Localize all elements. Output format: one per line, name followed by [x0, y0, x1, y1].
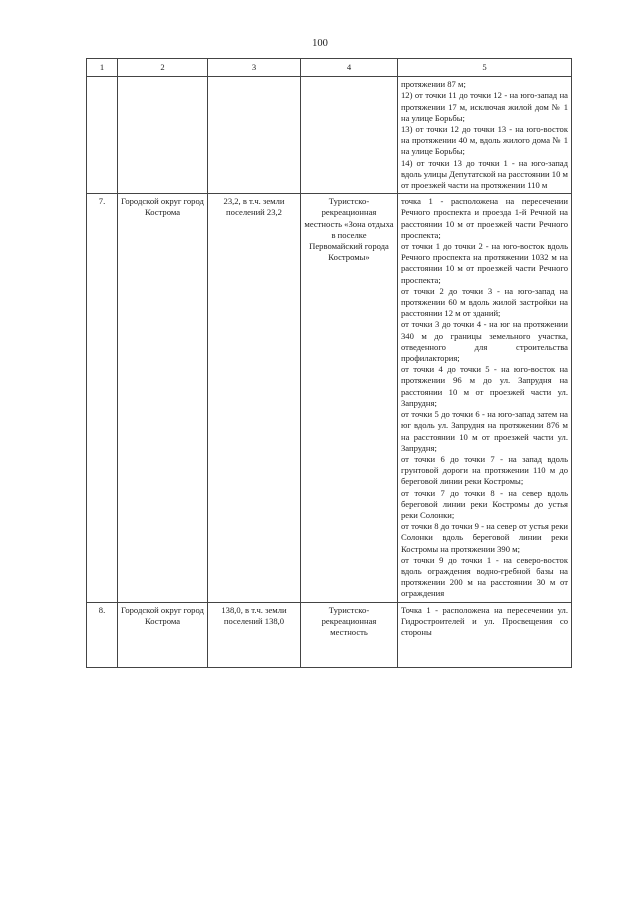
column-header-1: 1 [87, 59, 118, 77]
boundary-line: 12) от точки 11 до точки 12 - на юго-запад на протяжении 17 м, исключая жилой дом № 1 на улице Борьбы; [401, 90, 568, 123]
boundary-line: от точки 9 до точки 1 - на северо-восток вдоль ограждения водно-гребной базы на протяжении 200 м на расстоянии 30 м от ограждения [401, 554, 568, 599]
boundary-line: от точки 1 до точки 2 - на юго-восток вдоль Речного проспекта на протяжении 1032 м на расстоянии 10 м от проезжей части Речного проспекта; [401, 241, 568, 285]
table-row [87, 194, 572, 602]
boundary-line: от точки 3 до точки 4 - на юг на протяжении 340 м до границы земельного участка, отведенного для строительства профилактория; [401, 319, 568, 364]
row-boundary-description [398, 77, 572, 194]
boundary-line: протяжении 87 м; [401, 79, 466, 90]
boundary-line: точка 1 - расположена на пересечении Речного проспекта и проезда 1-й Речной на расстоянии 10 м от проезжей части Речного проспекта; [401, 196, 568, 240]
column-header-2: 2 [118, 59, 208, 77]
row-district: Городской округ город Кострома [118, 194, 208, 602]
page-number: 100 [312, 38, 328, 49]
boundary-line: Точка 1 - расположена на пересечении ул. Гидростроителей и ул. Просвещения со стороны [401, 604, 568, 637]
row-area [208, 77, 301, 194]
boundary-line: от точки 4 до точки 5 - на юго-восток на протяжении 96 м до ул. Запрудня на расстоянии 10 м от проезжей части ул. Запрудня; [401, 364, 568, 408]
boundaries-table [86, 58, 572, 668]
row-area: 23,2, в т.ч. земли поселений 23,2 [208, 194, 301, 602]
table-row [87, 602, 572, 667]
row-area: 138,0, в т.ч. земли поселений 138,0 [208, 602, 301, 667]
row-district [118, 77, 208, 194]
row-name: Туристско-рекреационная местность «Зона отдыха в поселке Первомайский города Костромы» [301, 194, 398, 602]
row-boundary-description [398, 602, 572, 667]
column-header-5: 5 [398, 59, 572, 77]
boundary-line: от точки 5 до точки 6 - на юго-запад затем на юг вдоль ул. Запрудня на протяжении 876 м на расстоянии 10 м от проезжей части ул. Запрудня; [401, 409, 568, 453]
column-header-4: 4 [301, 59, 398, 77]
row-number: 8. [87, 602, 118, 667]
row-boundary-description [398, 194, 572, 602]
table-header-row [87, 59, 572, 77]
row-number: 7. [87, 194, 118, 602]
row-name: Туристско-рекреационная местность [301, 602, 398, 667]
boundary-line: от точки 8 до точки 9 - на север от устья реки Солонки вдоль береговой линии реки Костромы на протяжении 390 м; [401, 521, 568, 554]
row-district: Городской округ город Кострома [118, 602, 208, 667]
boundary-line: 14) от точки 13 до точки 1 - на юго-запад вдоль улицы Депутатской на расстоянии 10 м от проезжей части на протяжении 110 м [401, 157, 568, 191]
boundary-line: от точки 6 до точки 7 - на запад вдоль грунтовой дороги на протяжении 110 м до береговой линии реки Костромы; [401, 453, 568, 487]
column-header-3: 3 [208, 59, 301, 77]
boundary-line: от точки 2 до точки 3 - на юго-запад на протяжении 60 м вдоль жилой застройки на расстоянии 12 м от зданий; [401, 285, 568, 319]
boundary-line: от точки 7 до точки 8 - на север вдоль береговой линии реки Костромы до устья реки Солонки; [401, 487, 568, 520]
table-row [87, 77, 572, 194]
boundary-line: 13) от точки 12 до точки 13 - на юго-восток на протяжении 40 м, вдоль жилого дома № 1 на улице Борьбы; [401, 124, 568, 157]
row-name [301, 77, 398, 194]
row-number [87, 77, 118, 194]
